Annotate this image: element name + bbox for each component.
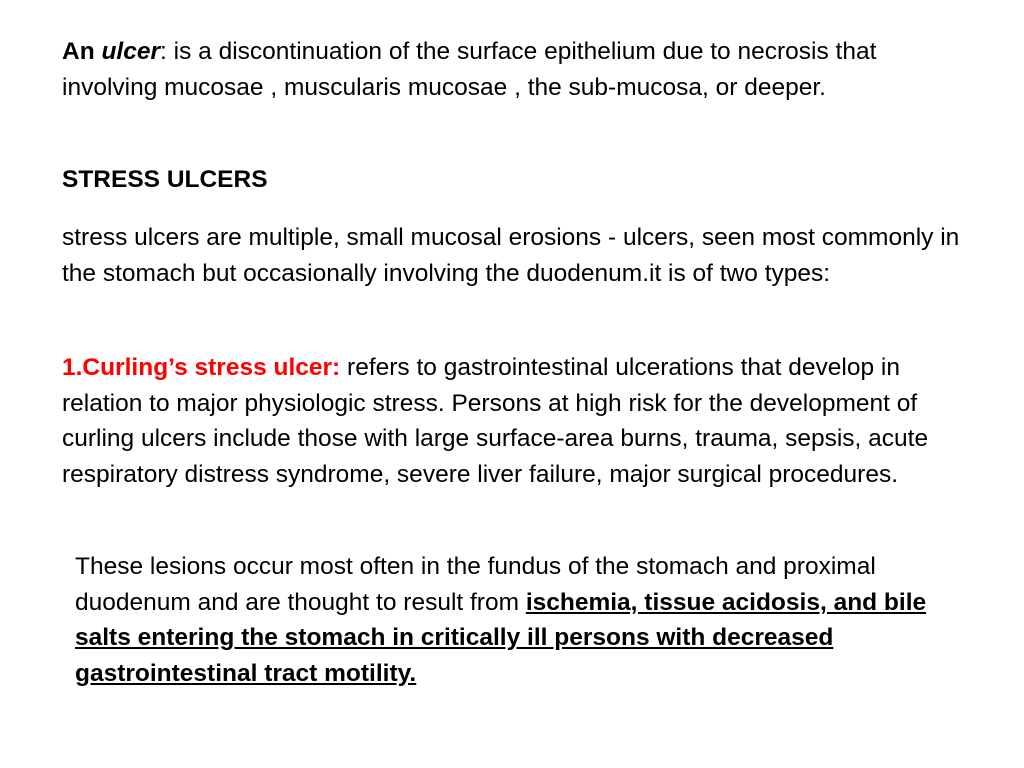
lesions-text: These lesions occur most often in the fundus of the stomach and proximal duodenum and are thought to result from bbox=[75, 553, 876, 616]
curling-ulcer-text: refers to gastrointestinal ulcerations that develop in relation to major physiologic stress. Persons at high risk for the development of curling ulcers include those with large surface-area burns, trauma, sepsis, acute respiratory distress syndrome, severe liver failure, major surgical procedures. bbox=[62, 354, 929, 488]
ulcer-term: ulcer bbox=[101, 38, 161, 65]
lesions-emphasis: ischemia, tissue acidosis, and bile salts entering the stomach in critically ill persons with decreased gastrointestinal tract motility. bbox=[75, 588, 927, 687]
lesions-paragraph bbox=[75, 549, 960, 691]
stress-ulcer-description: stress ulcers are multiple, small mucosal erosions - ulcers, seen most commonly in the stomach but occasionally involving the duodenum.it is of two types: bbox=[62, 224, 960, 287]
definition-text: : is a discontinuation of the surface epithelium due to necrosis that involving mucosae , muscularis mucosae , the sub-mucosa, or deeper. bbox=[62, 38, 877, 101]
curling-ulcer-paragraph bbox=[62, 350, 967, 492]
ulcer-definition bbox=[62, 34, 967, 105]
definition-prefix: An bbox=[62, 38, 102, 65]
curling-ulcer-label: 1.Curling’s stress ulcer: bbox=[62, 354, 341, 381]
section-heading: STRESS ULCERS bbox=[62, 166, 268, 193]
